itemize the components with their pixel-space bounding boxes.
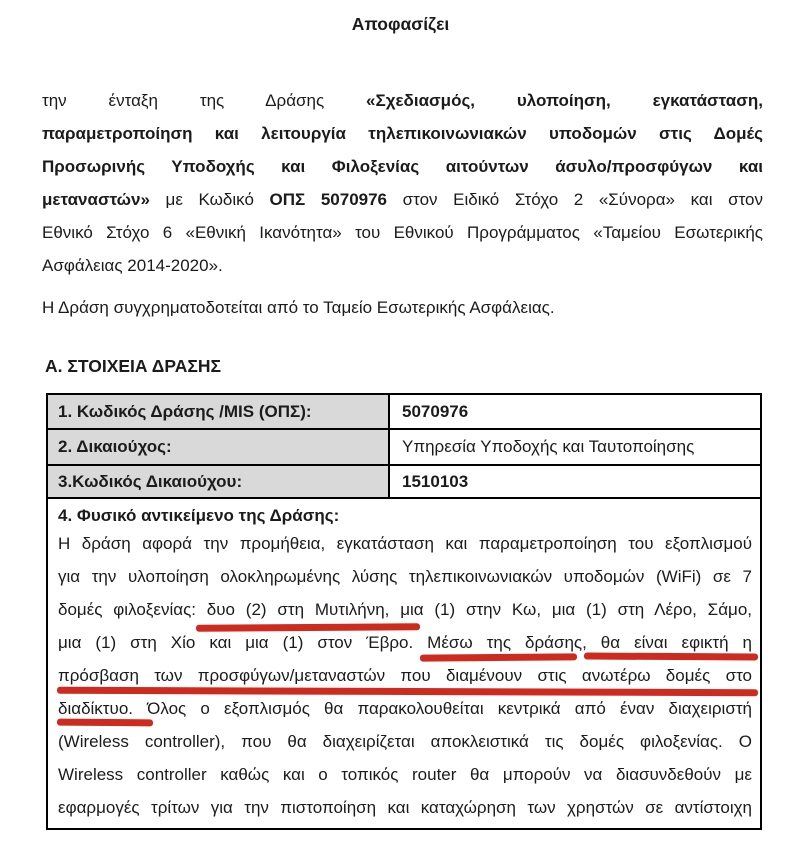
text-line: Η δράση αφορά την προμήθεια, εγκατάσταση και παραμετροποίηση του εξοπλισμού: [58, 534, 752, 553]
row-label: 2. Δικαιούχος:: [48, 430, 390, 464]
text-segment-bold: μεταναστών»: [42, 190, 150, 209]
row-value: 1510103: [402, 471, 469, 491]
row-value: 5070976: [402, 401, 469, 421]
text-line: πρόσβαση των προσφύγων/μεταναστών που διαμένουν στις ανωτέρω δομές στο: [58, 666, 752, 685]
text-line: για την υλοποίηση ολοκληρωμένης λύσης τηλεπικοινωνιακών υποδομών (WiFi) σε 7: [58, 567, 752, 586]
action-details-table: [46, 393, 762, 830]
table-row-mis-code: [48, 395, 760, 430]
text-segment-bold: ΟΠΣ 5070976: [269, 190, 388, 209]
table-row-physical-object: [48, 499, 760, 826]
text-line: Εθνικό Στόχο 6 «Εθνική Ικανότητα» του Εθνικού Προγράμματος «Ταμείου Εσωτερικής: [42, 223, 763, 242]
red-underline-annotation: [420, 653, 577, 661]
row-label: 4. Φυσικό αντικείμενο της Δράσης:: [58, 506, 340, 525]
row-label: 1. Κωδικός Δράσης /MIS (ΟΠΣ):: [48, 395, 390, 428]
table-row-beneficiary: [48, 430, 760, 466]
row-value: Υπηρεσία Υποδοχής και Ταυτοποίησης: [402, 437, 695, 456]
text-segment: την ένταξη της Δράσης: [42, 91, 367, 110]
row-label: 3.Κωδικός Δικαιούχου:: [48, 466, 390, 497]
red-underline-annotation: [584, 653, 758, 661]
text-segment-bold: «Σχεδιασμός, υλοποίηση, εγκατάσταση,: [366, 91, 763, 110]
decision-heading: Αποφασίζει: [351, 14, 450, 34]
decision-paragraph: [42, 84, 763, 282]
text-line: [42, 84, 763, 117]
red-underline-annotation: [57, 719, 153, 727]
text-line: δομές φιλοξενίας: δυο (2) στη Μυτιλήνη, μια (1) στην Κω, μια (1) στη Λέρο, Σάμο,: [58, 600, 752, 619]
text-line: παραμετροποίηση και λειτουργία τηλεπικοινωνιακών υποδομών στις Δομές: [42, 124, 763, 143]
text-line: (Wireless controller), που θα διαχειρίζεται αποκλειστικά τις δομές φιλοξενίας. Ο: [58, 732, 752, 751]
physical-object-paragraph: [58, 527, 752, 824]
text-line: Wireless controller καθώς και ο τοπικός router θα μπορούν να διασυνδεθούν με: [58, 765, 752, 784]
section-a-heading: Α. ΣΤΟΙΧΕΙΑ ΔΡΑΣΗΣ: [45, 356, 221, 376]
text-segment: με Κωδικό: [149, 190, 270, 209]
text-line: μια (1) στη Χίο και μια (1) στον Έβρο. Μέσω της δράσης, θα είναι εφικτή η: [58, 633, 752, 652]
text-line: Ασφάλειας 2014-2020».: [42, 256, 223, 275]
text-line: Προσωρινής Υποδοχής και Φιλοξενίας αιτούντων άσυλο/προσφύγων και: [42, 157, 763, 176]
text-line: διαδίκτυο. Όλος ο εξοπλισμός θα παρακολουθείται κεντρικά από έναν διαχειριστή: [58, 699, 752, 718]
text-line: [42, 183, 763, 216]
table-row-beneficiary-code: [48, 466, 760, 499]
text-line: εφαρμογές τρίτων για την πιστοποίηση και καταχώρηση των χρηστών σε αντίστοιχη: [58, 798, 752, 817]
text-segment: στον Ειδικό Στόχο 2 «Σύνορα» και στον: [387, 190, 764, 209]
cofinancing-note: Η Δράση συγχρηματοδοτείται από το Ταμείο Εσωτερικής Ασφάλειας.: [42, 298, 555, 317]
